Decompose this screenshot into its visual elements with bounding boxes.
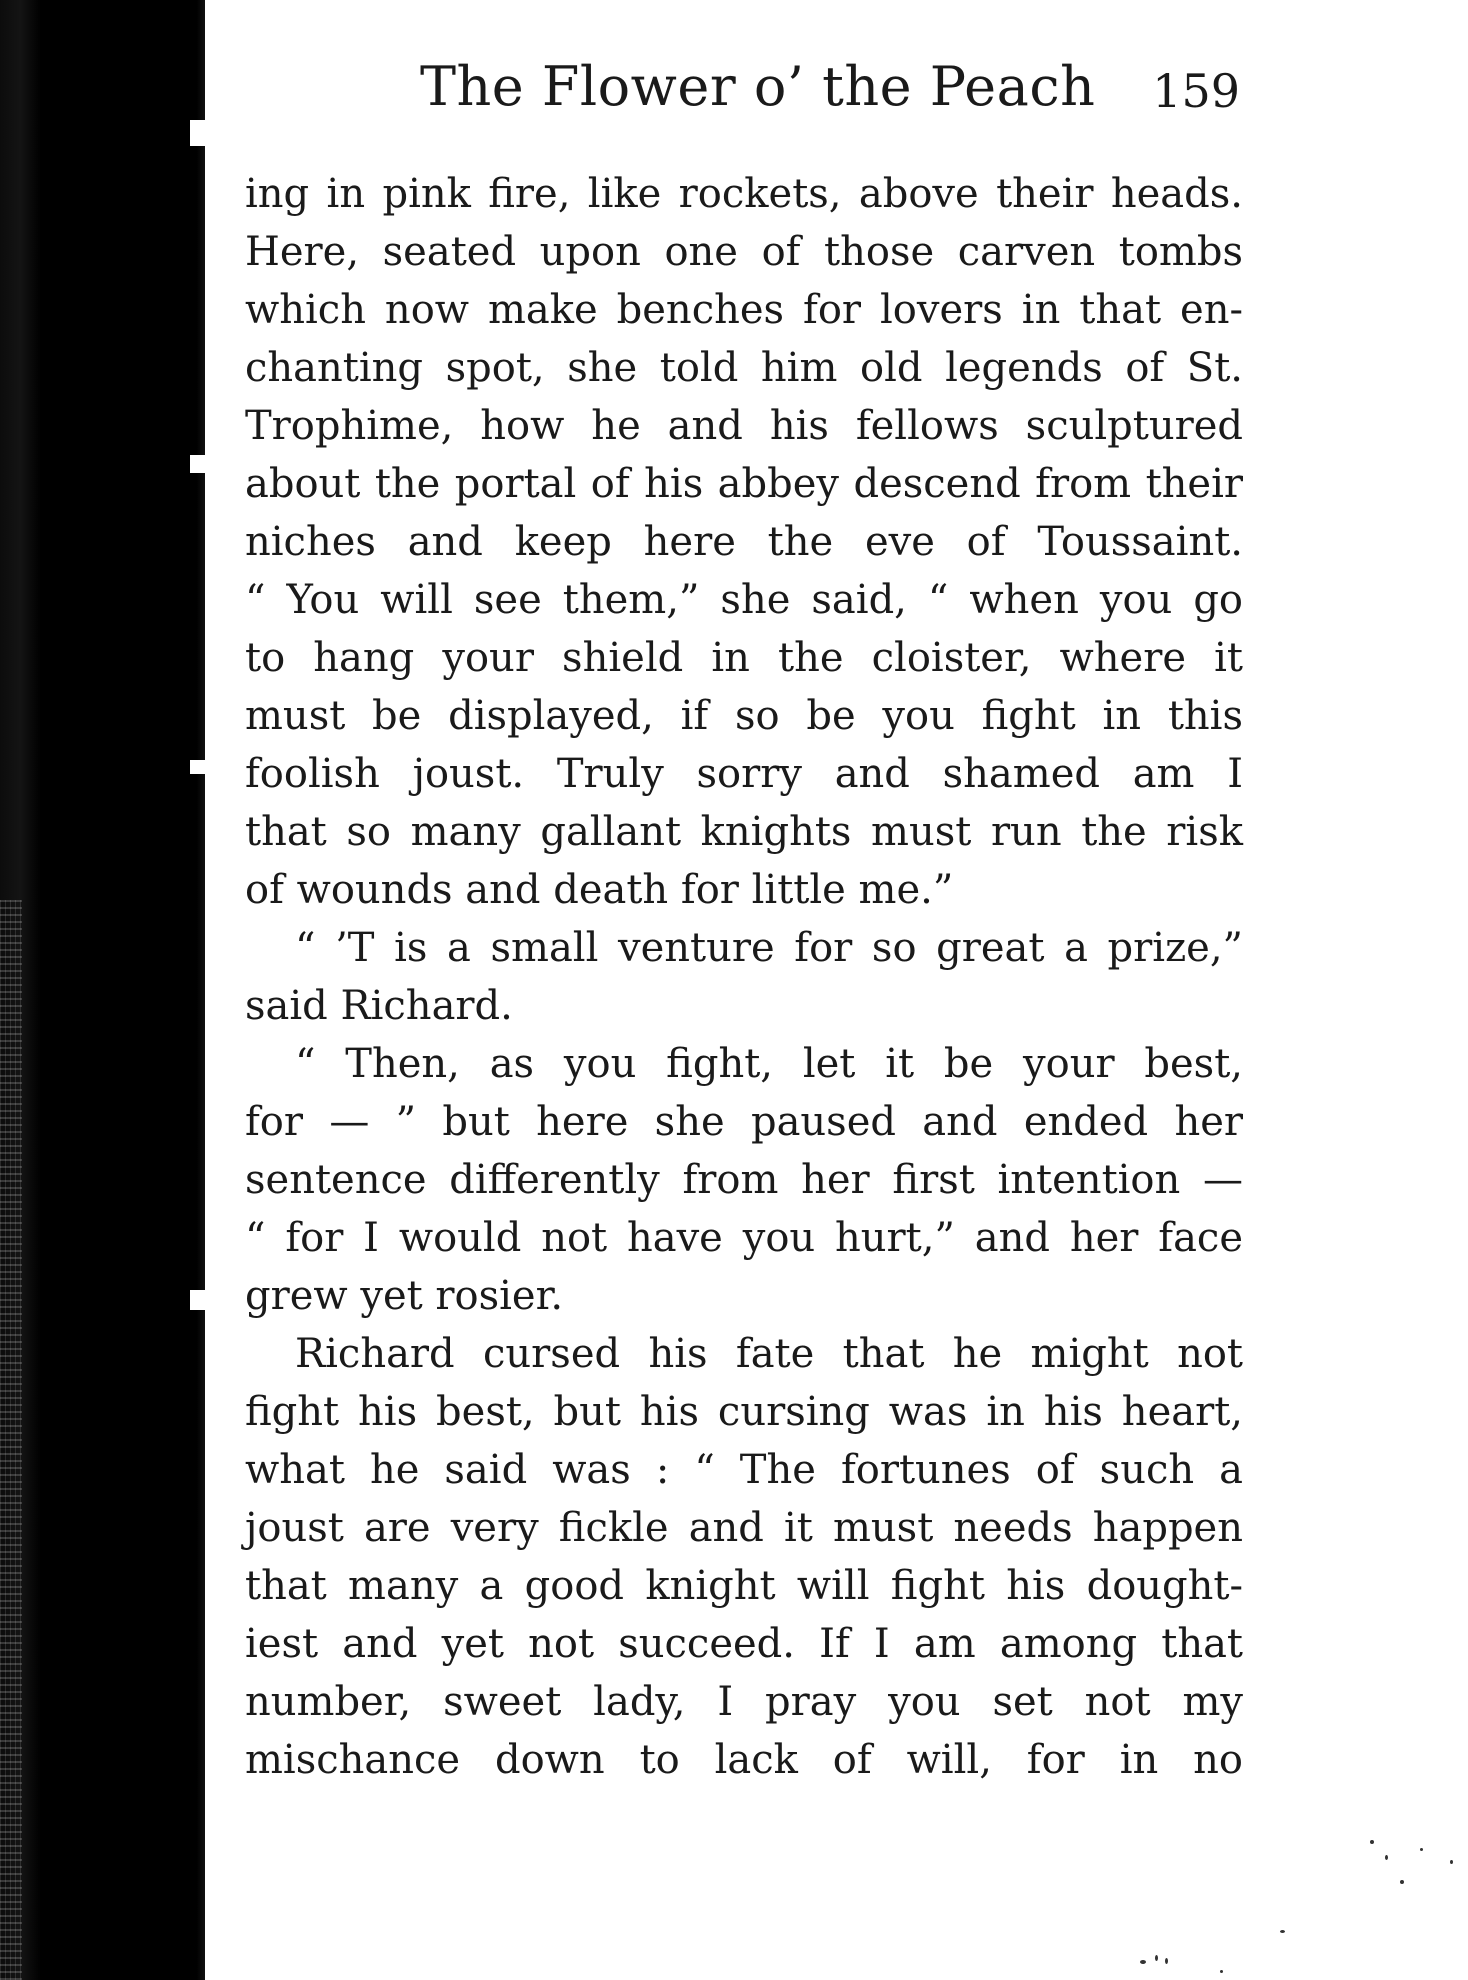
text-line: to hang your shield in the cloister, where it	[245, 635, 1243, 681]
text-line: that so many gallant knights must run the risk	[245, 809, 1243, 855]
text-line: said Richard.	[245, 983, 513, 1029]
scan-edge-notch	[190, 455, 205, 473]
text-line: iest and yet not succeed. If I am among that	[245, 1621, 1243, 1667]
text-line: number, sweet lady, I pray you set not my	[245, 1679, 1243, 1725]
scan-speck	[1280, 1930, 1285, 1933]
page-number: 159	[1152, 64, 1240, 118]
text-line: grew yet rosier.	[245, 1273, 564, 1319]
text-line: what he said was : “ The fortunes of such a	[245, 1447, 1243, 1493]
text-line: “ for I would not have you hurt,” and her face	[245, 1215, 1243, 1261]
text-line: Trophime, how he and his fellows sculptured	[245, 403, 1243, 449]
scan-binding-edge	[0, 0, 205, 1980]
text-line: about the portal of his abbey descend from their	[245, 461, 1243, 507]
text-line: “ You will see them,” she said, “ when you go	[245, 577, 1243, 623]
text-line: Richard cursed his fate that he might not	[295, 1331, 1243, 1377]
text-line: for — ” but here she paused and ended her	[245, 1099, 1243, 1145]
text-line: fight his best, but his cursing was in his heart,	[245, 1389, 1243, 1435]
text-line: niches and keep here the eve of Toussaint.	[245, 519, 1243, 565]
text-line: mischance down to lack of will, for in no	[245, 1737, 1243, 1783]
scan-speck	[1165, 1958, 1168, 1964]
scan-edge-notch	[190, 1290, 205, 1310]
scan-edge-notch	[190, 760, 205, 774]
text-line: foolish joust. Truly sorry and shamed am I	[245, 751, 1243, 797]
text-line: Here, seated upon one of those carven tombs	[245, 229, 1243, 275]
scan-speck	[1385, 1855, 1388, 1860]
scan-speck	[1400, 1880, 1404, 1884]
running-head	[420, 52, 1240, 122]
scan-edge-notch	[190, 120, 205, 146]
text-line: chanting spot, she told him old legends of St.	[245, 345, 1243, 391]
text-line: of wounds and death for little me.”	[245, 867, 954, 913]
text-line: must be displayed, if so be you fight in this	[245, 693, 1243, 739]
text-line: which now make benches for lovers in that en-	[245, 287, 1243, 333]
running-head-title: The Flower o’ the Peach	[420, 55, 1096, 118]
body-text	[245, 165, 1243, 1789]
text-line: “ Then, as you fight, let it be your best,	[295, 1041, 1243, 1087]
text-line: joust are very fickle and it must needs happen	[245, 1505, 1243, 1551]
text-line: sentence differently from her first intention —	[245, 1157, 1243, 1203]
scan-speck	[1370, 1840, 1374, 1844]
text-line: ing in pink fire, like rockets, above their heads.	[245, 171, 1243, 217]
scan-speck	[1420, 1848, 1423, 1851]
text-line: “ ’T is a small venture for so great a prize,”	[295, 925, 1243, 971]
scan-speck	[1220, 1970, 1223, 1973]
text-line: that many a good knight will fight his dought-	[245, 1563, 1243, 1609]
scan-speck	[1140, 1960, 1146, 1964]
scan-speck	[1450, 1860, 1453, 1864]
scan-speck	[1155, 1955, 1158, 1961]
scan-specks	[1260, 1820, 1468, 1980]
scan-edge-speckle	[0, 900, 22, 1980]
